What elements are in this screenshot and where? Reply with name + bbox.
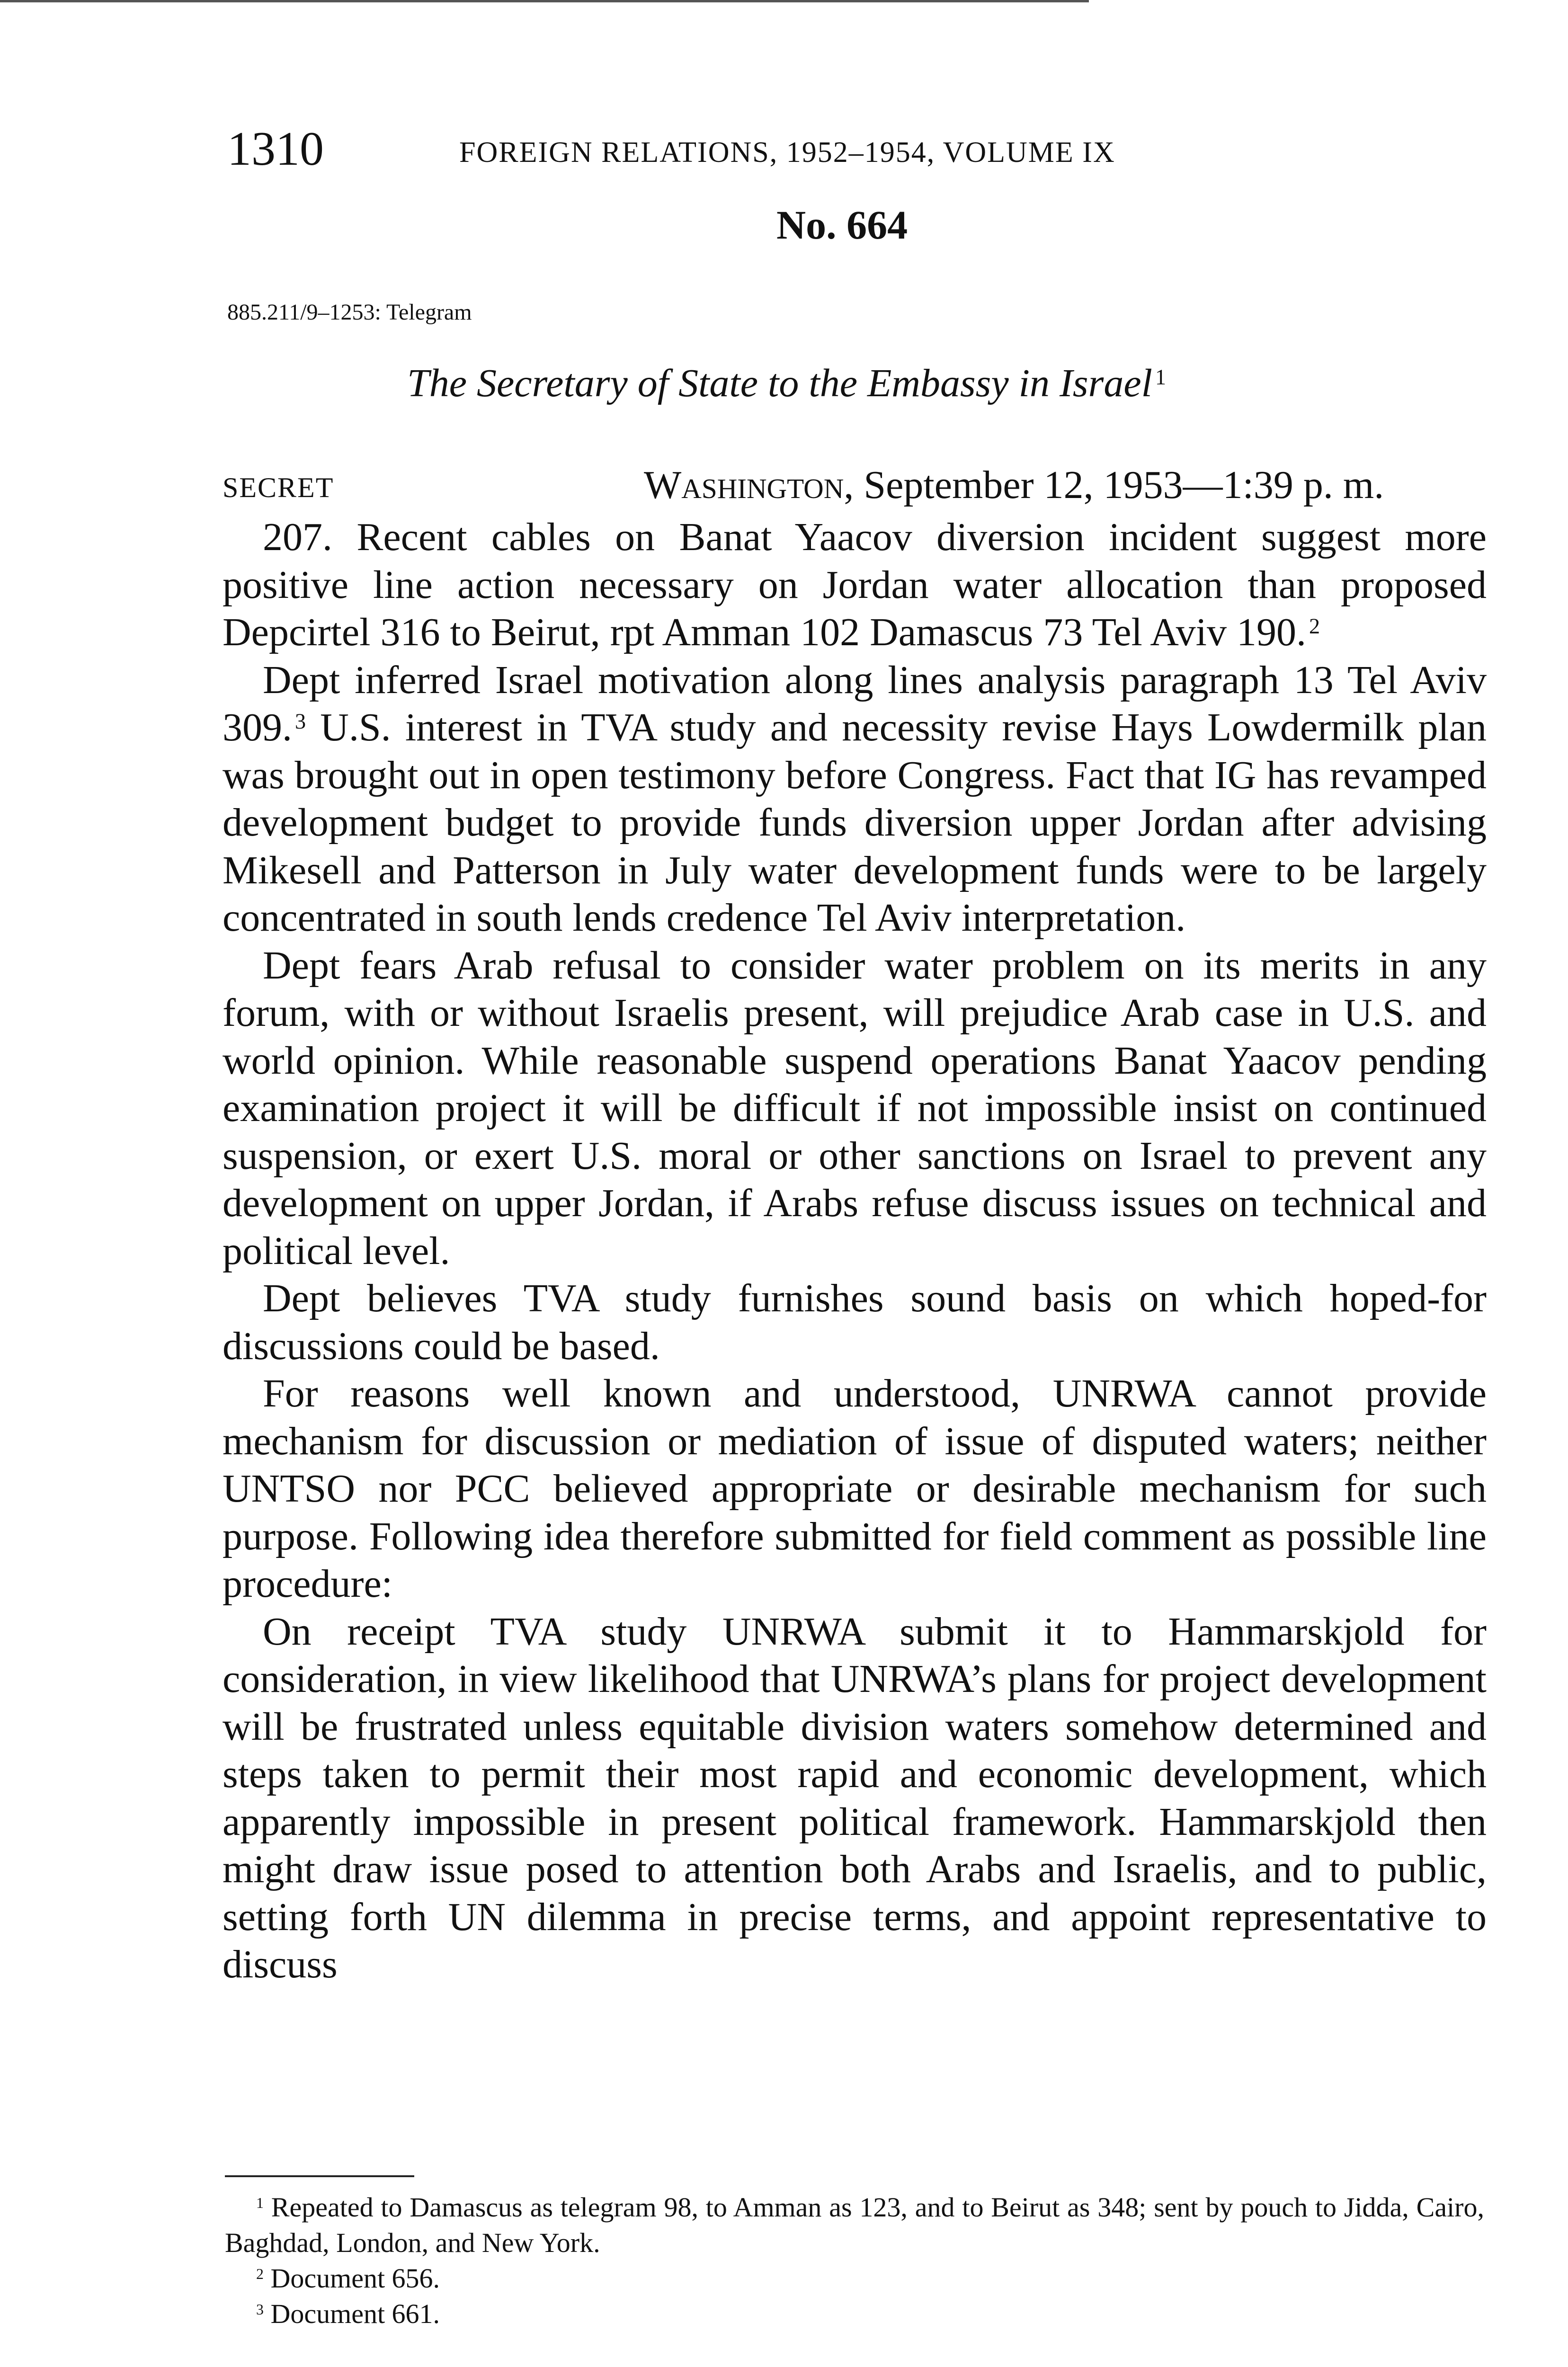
running-head: FOREIGN RELATIONS, 1952–1954, VOLUME IX [459,136,1115,169]
footnote [225,2260,1484,2296]
paragraph: For reasons well known and understood, UNRWA cannot provide mechanism for discussion or mediation of issue of disputed waters; neither UNTSO nor PCC believed appropriate or desirable mechanism for such purpose. Following idea therefore submitted for field comment as possible line procedure: [223,1371,1487,1606]
footnote-text: Document 656. [270,2263,440,2294]
footnote-ref: 3 [295,709,306,733]
footnote-ref: 1 [1155,365,1167,389]
page-header [227,121,1330,178]
dateline-date: , September 12, 1953—1:39 p. m. [844,463,1384,507]
footnote-mark: 1 [256,2195,264,2212]
paragraph-text: U.S. interest in TVA study and necessity revise Hays Lowdermilk plan was brought out in open testimony before Congress. Fact that IG has revamped development budget to provide funds diversion upper Jordan after advising Mikesell and Patterson in July water development funds were to be largely concentrated in south lends credence Tel Aviv interpretation. [223,705,1487,940]
paragraph [223,657,1487,942]
document-title-text: The Secretary of State to the Embassy in Israel [407,361,1152,405]
paragraph-text: 207. Recent cables on Banat Yaacov diversion incident suggest more positive line action necessary on Jordan water allocation than proposed Depcirtel 316 to Beirut, rpt Amman 102 Damascus 73 Tel Aviv 190. [223,515,1487,654]
top-edge-rule [0,0,1089,2]
footnote-separator [225,2175,414,2177]
classification: SECRET [223,472,334,503]
paragraph [223,514,1487,657]
dateline [644,459,1487,511]
footnote-text: Repeated to Damascus as telegram 98, to Amman as 123, and to Beirut as 348; sent by pouch to Jidda, Cairo, Baghdad, London, and New York. [225,2192,1484,2258]
dateline-place: Washington [644,463,844,507]
footnotes [225,2189,1484,2331]
document-number: No. 664 [776,202,908,248]
footnote-ref: 2 [1309,614,1320,638]
footnote [225,2189,1484,2260]
footnote-text: Document 661. [270,2298,440,2329]
paragraph-text: Dept inferred Israel motivation along lines analysis paragraph 13 Tel Aviv 309. [223,658,1487,749]
file-reference: 885.211/9–1253: Telegram [227,300,472,325]
footnote-mark: 3 [256,2301,264,2318]
telegram-body [223,514,1487,1989]
footnote-mark: 2 [256,2266,264,2283]
document-title [407,357,1166,409]
page-number: 1310 [227,122,324,176]
footnote [225,2296,1484,2331]
paragraph: On receipt TVA study UNRWA submit it to Hammarskjold for consideration, in view likelihood that UNRWA’s plans for project development will be frustrated unless equitable division waters somehow determined and steps taken to permit their most rapid and economic development, which apparently impossible in present political framework. Hammarskjold then might draw issue posed to attention both Arabs and Israelis, and to public, setting forth UN dilemma in precise terms, and appoint representative to discuss [223,1609,1487,1986]
paragraph: Dept believes TVA study furnishes sound basis on which hoped-for discussions could be based. [223,1276,1487,1368]
paragraph: Dept fears Arab refusal to consider water problem on its merits in any forum, with or without Israelis present, will prejudice Arab case in U.S. and world opinion. While reasonable suspend operations Banat Yaacov pending examination project it will be difficult if not impossible insist on continued suspension, or exert U.S. moral or other sanctions on Israel to prevent any development on upper Jordan, if Arabs refuse discuss issues on technical and political level. [223,943,1487,1273]
